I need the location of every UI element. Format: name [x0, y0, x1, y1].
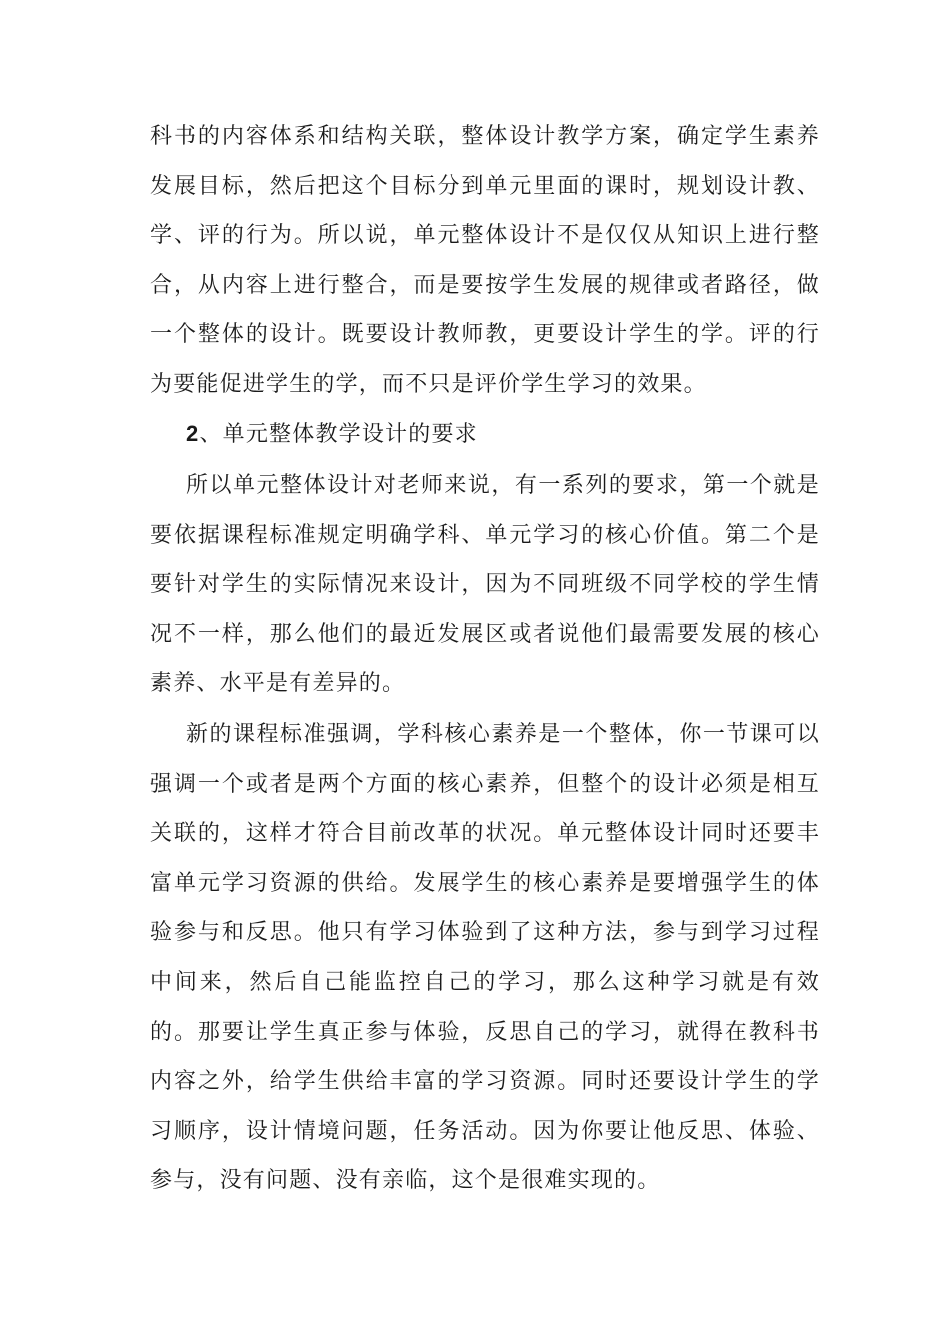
paragraph-continued-block	[150, 112, 820, 410]
section-heading	[186, 414, 478, 455]
paragraph-standards: 新的课程标准强调，学科核心素养是一个整体，你一节课可以强调一个或者是两个方面的核心素养，但整个的设计必须是相互关联的，这样才符合目前改革的状况。单元整体设计同时还要丰富单元学习资源的供给。发展学生的核心素养是要增强学生的体验参与和反思。他只有学习体验到了这种方法，参与到学习过程中间来，然后自己能监控自己的学习，那么这种学习就是有效的。那要让学生真正参与体验，反思自己的学习，就得在教科书内容之外，给学生供给丰富的学习资源。同时还要设计学生的学习顺序，设计情境问题，任务活动。因为你要让他反思、体验、参与，没有问题、没有亲临，这个是很难实现的。	[150, 722, 820, 1194]
paragraph-requirements: 所以单元整体设计对老师来说，有一系列的要求，第一个就是要依据课程标准规定明确学科、单元学习的核心价值。第二个是要针对学生的实际情况来设计，因为不同班级不同学校的学生情况不一样，那么他们的最近发展区或者说他们最需要发展的核心素养、水平是有差异的。	[150, 473, 820, 697]
paragraph-standards-block	[150, 710, 820, 1206]
paragraph-requirements-block	[150, 461, 820, 709]
section-heading-text: 、单元整体教学设计的要求	[199, 422, 478, 447]
paragraph-continued: 科书的内容体系和结构关联，整体设计教学方案，确定学生素养发展目标，然后把这个目标分到单元里面的课时，规划设计教、学、评的行为。所以说，单元整体设计不是仅仅从知识上进行整合，从内容上进行整合，而是要按学生发展的规律或者路径，做一个整体的设计。既要设计教师教，更要设计学生的学。评的行为要能促进学生的学，而不只是评价学生学习的效果。	[150, 124, 820, 397]
section-heading-number: 2	[186, 421, 200, 446]
